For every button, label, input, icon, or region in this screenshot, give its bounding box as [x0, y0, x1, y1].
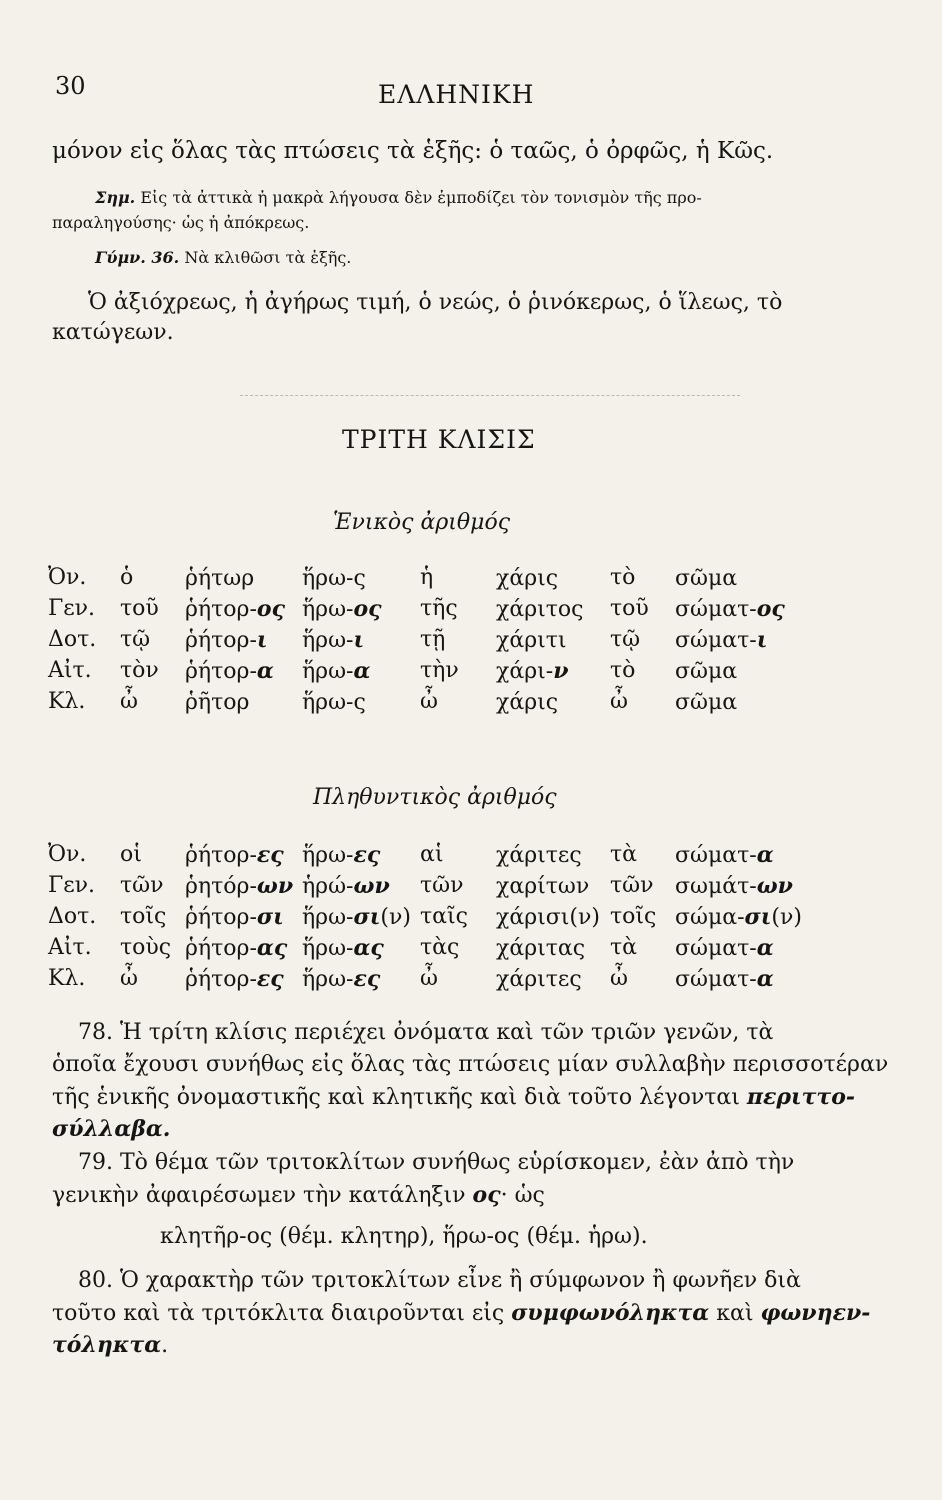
cell-stem: χάριτας — [496, 936, 586, 961]
declension-cell — [302, 904, 411, 930]
cell-stem: Γεν. — [48, 596, 96, 621]
case-label — [48, 966, 85, 991]
declension-cell — [420, 966, 438, 991]
cell-ending: ων — [256, 873, 294, 899]
cell-stem: Αἰτ. — [48, 658, 92, 683]
cell-stem: χάριτος — [496, 597, 584, 622]
intro-line: μόνον εἰς ὅλας τὰς πτώσεις τὰ ἑξῆς: ὁ ταῶς, ὁ ὀρφῶς, ἡ Κῶς. — [52, 138, 774, 164]
declension-cell — [610, 873, 653, 898]
cell-stem: ἥρω- — [302, 659, 354, 684]
cell-stem: σώμα- — [675, 905, 745, 930]
cell-ending: α — [756, 966, 774, 992]
cell-stem: ὦ — [420, 689, 438, 714]
declension-cell — [302, 935, 384, 961]
declension-cell — [675, 966, 774, 992]
cell-stem: ἥρω- — [302, 597, 354, 622]
singular-heading: Ἑνικὸς ἀριθμός — [333, 510, 511, 535]
paragraph-78-line-2: ὁποῖα ἔχουσι συνήθως εἰς ὅλας τὰς πτώσεις μίαν συλλαβὴν περισσοτέραν — [52, 1052, 889, 1077]
running-title: ΕΛΛΗΝΙΚΗ — [378, 80, 535, 109]
declension-cell — [496, 627, 567, 653]
cell-stem: ῥήτορ- — [185, 843, 257, 868]
p79-text-end: · ὡς — [500, 1183, 545, 1208]
paragraph-80-line-1: 80. Ὁ χαρακτὴρ τῶν τριτοκλίτων εἶνε ἢ σύμφωνον ἢ φωνῆεν διὰ — [78, 1268, 801, 1293]
cell-stem: τῇ — [420, 627, 446, 652]
declension-cell — [496, 966, 582, 992]
p80-term-2: φωνηεν- — [760, 1300, 871, 1326]
declension-cell — [185, 842, 284, 868]
cell-stem: τὰ — [610, 842, 638, 867]
declension-cell — [302, 689, 366, 715]
paragraph-79-example: κλητῆρ-ος (θέμ. κλητηρ), ἥρω-ος (θέμ. ἡρω). — [160, 1224, 648, 1249]
declension-cell — [302, 596, 382, 622]
p80-term-1: συμφωνόληκτα — [511, 1300, 710, 1326]
declension-cell — [120, 935, 171, 960]
paragraph-79-line-1: 79. Τὸ θέμα τῶν τριτοκλίτων συνήθως εὑρίσκομεν, ἐὰν ἀπὸ τὴν — [78, 1150, 795, 1175]
cell-stem: τῶν — [420, 873, 464, 898]
cell-ending: ας — [256, 935, 288, 961]
cell-stem: σώματ- — [675, 936, 757, 961]
declension-cell — [302, 966, 380, 992]
cell-stem: Δοτ. — [48, 627, 97, 652]
case-label — [48, 873, 95, 898]
declension-cell — [610, 966, 628, 991]
cell-stem: αἱ — [420, 842, 444, 867]
cell-stem: ἡρώ- — [302, 874, 354, 899]
case-label — [48, 842, 86, 867]
cell-stem: Γεν. — [48, 873, 96, 898]
note-line-2: παραληγούσης· ὡς ἡ ἀπόκρεως. — [52, 213, 310, 232]
exercise-text: Νὰ κλιθῶσι τὰ ἑξῆς. — [184, 248, 352, 267]
p79-ending: ος — [472, 1182, 501, 1208]
cell-ending: ες — [353, 966, 381, 992]
cell-stem: ἥρω- — [302, 967, 354, 992]
declension-cell — [420, 904, 468, 929]
declension-cell — [185, 873, 293, 899]
p80-text: τοῦτο καὶ τὰ τριτόκλιτα διαιροῦνται εἰς — [52, 1301, 512, 1326]
cell-stem: τὸ — [610, 565, 636, 590]
cell-stem: τῶν — [120, 873, 164, 898]
declension-cell — [120, 873, 163, 898]
cell-ending: ες — [256, 966, 284, 992]
cell-stem: Δοτ. — [48, 904, 97, 929]
cell-ending: σι — [353, 904, 381, 930]
cell-ending: ι — [256, 627, 268, 653]
declension-cell — [185, 689, 249, 715]
paragraph-78-line-3 — [52, 1084, 855, 1110]
declension-cell — [185, 904, 284, 930]
declension-cell — [420, 627, 445, 652]
note-line — [95, 188, 702, 207]
declension-cell — [496, 873, 589, 899]
cell-stem: ἡ — [420, 565, 434, 590]
declension-cell — [420, 658, 459, 683]
cell-stem: σῶμα — [675, 659, 738, 684]
declension-cell — [496, 689, 558, 715]
declension-cell — [675, 935, 774, 961]
declension-cell — [675, 596, 785, 622]
faint-separator — [240, 395, 740, 396]
cell-stem: χάρισι(ν) — [496, 905, 600, 930]
cell-stem: Κλ. — [48, 689, 86, 714]
declension-cell — [302, 658, 370, 684]
cell-stem: ἥρω- — [302, 905, 354, 930]
declension-cell — [610, 658, 635, 683]
cell-ending: ι — [756, 627, 768, 653]
p80-conj: καὶ — [709, 1301, 761, 1326]
declension-cell — [610, 842, 637, 867]
declension-cell — [496, 658, 568, 684]
declension-cell — [185, 565, 254, 591]
declension-cell — [496, 596, 583, 622]
declension-cell — [185, 966, 284, 992]
cell-stem: τῷ — [610, 627, 641, 652]
cell-stem: ἥρω- — [302, 843, 354, 868]
cell-ending: σι — [256, 904, 284, 930]
cell-stem: ῥητόρ- — [185, 874, 257, 899]
case-label — [48, 658, 92, 683]
declension-cell — [302, 842, 380, 868]
declension-cell — [675, 627, 767, 653]
cell-ending: α — [756, 842, 774, 868]
declension-cell — [302, 627, 364, 653]
declension-cell — [610, 904, 656, 929]
declension-cell — [420, 842, 443, 867]
paragraph-78-line-4: σύλλαβα. — [52, 1116, 171, 1142]
declension-cell — [185, 658, 274, 684]
cell-stem: σώματ- — [675, 597, 757, 622]
p78-term: περιττο- — [746, 1084, 856, 1110]
cell-ending: ος — [353, 596, 382, 622]
case-label — [48, 596, 95, 621]
declension-cell — [120, 596, 159, 621]
declension-cell — [496, 565, 558, 591]
cell-stem: ὦ — [420, 966, 438, 991]
cell-stem: ὁ — [120, 565, 134, 590]
declension-cell — [420, 873, 463, 898]
declension-cell — [120, 966, 138, 991]
cell-stem: ὦ — [120, 689, 138, 714]
cell-stem: τοῦ — [120, 596, 159, 621]
cell-stem: ταῖς — [420, 904, 468, 929]
case-label — [48, 689, 85, 714]
cell-stem: τὰ — [610, 935, 638, 960]
cell-ending: α — [256, 658, 274, 684]
cell-stem: ὦ — [120, 966, 138, 991]
declension-cell — [120, 627, 150, 652]
p80-period: . — [161, 1333, 169, 1358]
cell-stem: σωμάτ- — [675, 874, 757, 899]
cell-ending: α — [756, 935, 774, 961]
p79-text: γενικὴν ἀφαιρέσωμεν τὴν κατάληξιν — [52, 1183, 473, 1208]
cell-stem: τὰς — [420, 935, 460, 960]
cell-stem: Ὀν. — [48, 842, 87, 867]
cell-stem: σώματ- — [675, 843, 757, 868]
cell-ending: ος — [756, 596, 785, 622]
declension-cell — [185, 935, 287, 961]
cell-ending: ν — [553, 658, 569, 684]
exercise-words-line-2: κατώγεων. — [52, 320, 174, 345]
section-title: ΤΡΙΤΗ ΚΛΙΣΙΣ — [342, 425, 536, 454]
declension-cell — [185, 627, 268, 653]
cell-stem: ῥήτορ- — [185, 936, 257, 961]
declension-cell — [610, 689, 628, 714]
exercise-label: Γύμν. 36. — [95, 248, 180, 267]
cell-stem: χάρις — [496, 690, 559, 715]
cell-stem: σώματ- — [675, 967, 757, 992]
cell-stem: ῥήτορ- — [185, 659, 257, 684]
cell-stem: ῥήτορ- — [185, 597, 257, 622]
cell-stem: ῥήτορ- — [185, 628, 257, 653]
paragraph-80-line-3 — [52, 1332, 168, 1358]
case-label — [48, 904, 96, 929]
cell-stem: χάρις — [496, 566, 559, 591]
note-text: Εἰς τὰ ἀττικὰ ἡ μακρὰ λήγουσα δὲν ἐμποδίζει τὸν τονισμὸν τῆς προ- — [140, 188, 702, 207]
declension-cell — [496, 935, 585, 961]
declension-cell — [610, 596, 649, 621]
declension-cell — [302, 873, 390, 899]
cell-stem: χάριτες — [496, 967, 582, 992]
cell-ending: ων — [353, 873, 390, 899]
declension-cell — [420, 935, 459, 960]
declension-cell — [675, 565, 737, 591]
declension-cell — [420, 596, 458, 621]
cell-ending: ες — [353, 842, 381, 868]
cell-stem: τοῖς — [120, 904, 167, 929]
cell-ending: α — [353, 658, 371, 684]
declension-cell — [610, 627, 640, 652]
declension-cell — [675, 842, 774, 868]
declension-cell — [120, 842, 142, 867]
cell-stem: ῥῆτορ — [185, 690, 250, 715]
cell-ending: ι — [353, 627, 365, 653]
exercise-line — [95, 248, 351, 267]
note-label: Σημ. — [95, 188, 136, 207]
cell-stem: οἱ — [120, 842, 142, 867]
declension-cell — [675, 658, 737, 684]
p78-text: τῆς ἑνικῆς ὀνομαστικῆς καὶ κλητικῆς καὶ διὰ τοῦτο λέγονται — [52, 1085, 747, 1110]
case-label — [48, 935, 92, 960]
cell-stem: τῷ — [120, 627, 151, 652]
cell-stem: σώματ- — [675, 628, 757, 653]
cell-stem: ἥρω-ς — [302, 690, 366, 715]
cell-suffix: (ν) — [771, 905, 802, 930]
cell-stem: ἥρω- — [302, 628, 354, 653]
cell-stem: χάριτι — [496, 628, 567, 653]
cell-ending: ων — [756, 873, 793, 899]
declension-cell — [675, 689, 737, 715]
declension-cell — [185, 596, 285, 622]
cell-stem: Κλ. — [48, 966, 86, 991]
cell-stem: Ὀν. — [48, 565, 87, 590]
cell-stem: τοὺς — [120, 935, 172, 960]
cell-stem: τὸ — [610, 658, 636, 683]
declension-cell — [120, 658, 159, 683]
declension-cell — [420, 565, 433, 590]
declension-cell — [120, 565, 133, 590]
declension-cell — [675, 873, 793, 899]
cell-ending: ος — [256, 596, 285, 622]
cell-stem: τῆς — [420, 596, 458, 621]
cell-ending: σι — [744, 904, 772, 930]
cell-stem: τοῦ — [610, 596, 649, 621]
cell-stem: χαρίτων — [496, 874, 590, 899]
cell-stem: τῶν — [610, 873, 654, 898]
cell-ending: ας — [353, 935, 384, 961]
cell-stem: ὦ — [610, 689, 628, 714]
paragraph-78-line-1: 78. Ἡ τρίτη κλίσις περιέχει ὀνόματα καὶ τῶν τριῶν γενῶν, τὰ — [78, 1020, 774, 1045]
declension-cell — [675, 904, 802, 930]
cell-stem: τοῖς — [610, 904, 657, 929]
declension-cell — [120, 689, 138, 714]
paragraph-80-line-2 — [52, 1300, 870, 1326]
paragraph-79-line-2 — [52, 1182, 545, 1208]
declension-cell — [610, 565, 635, 590]
cell-stem: χάρι- — [496, 659, 554, 684]
p80-term-2-end: τόληκτα — [52, 1332, 162, 1358]
cell-stem: ῥήτορ- — [185, 905, 257, 930]
cell-stem: ἥρω- — [302, 936, 354, 961]
cell-stem: ῥήτωρ — [185, 566, 255, 591]
cell-stem: τὴν — [420, 658, 459, 683]
declension-cell — [120, 904, 166, 929]
cell-stem: σῶμα — [675, 566, 738, 591]
cell-stem: Αἰτ. — [48, 935, 92, 960]
declension-cell — [610, 935, 637, 960]
page-number: 30 — [55, 72, 86, 100]
cell-stem: ῥήτορ- — [185, 967, 257, 992]
cell-stem: τὸν — [120, 658, 159, 683]
plural-heading: Πληθυντικὸς ἀριθμός — [313, 785, 557, 810]
cell-stem: χάριτες — [496, 843, 582, 868]
case-label — [48, 565, 86, 590]
exercise-words-line-1: Ὁ ἀξιόχρεως, ἡ ἀγήρως τιμή, ὁ νεώς, ὁ ῥινόκερως, ὁ ἵλεως, τὸ — [88, 290, 783, 315]
cell-suffix: (ν) — [380, 905, 411, 930]
case-label — [48, 627, 96, 652]
declension-cell — [496, 904, 600, 930]
declension-cell — [496, 842, 582, 868]
cell-ending: ες — [256, 842, 284, 868]
declension-cell — [420, 689, 438, 714]
cell-stem: ἥρω-ς — [302, 566, 366, 591]
declension-cell — [302, 565, 366, 591]
cell-stem: σῶμα — [675, 690, 738, 715]
cell-stem: ὦ — [610, 966, 628, 991]
